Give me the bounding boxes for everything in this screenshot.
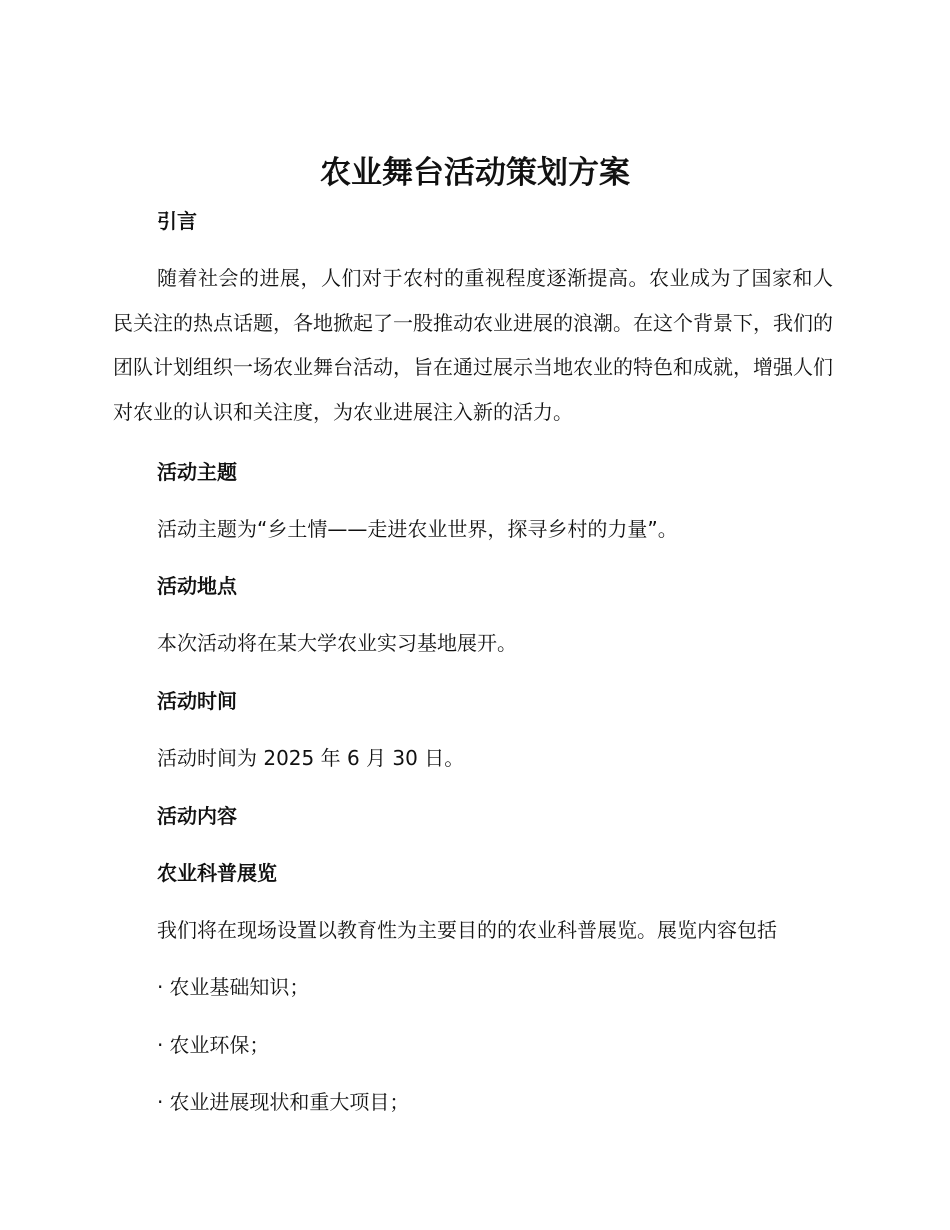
list-item-text: 农业基础知识； bbox=[169, 975, 310, 999]
intro-heading: 引言 bbox=[157, 209, 197, 233]
document-title: 农业舞台活动策划方案 bbox=[320, 155, 630, 191]
list-item bbox=[157, 1030, 269, 1060]
list-item-text: 农业进展现状和重大项目； bbox=[169, 1090, 410, 1114]
exhibition-heading: 农业科普展览 bbox=[157, 861, 277, 885]
time-heading: 活动时间 bbox=[157, 689, 237, 713]
content-heading: 活动内容 bbox=[157, 804, 237, 828]
theme-heading: 活动主题 bbox=[157, 460, 237, 484]
bullet-marker: · bbox=[157, 1033, 164, 1057]
location-paragraph: 本次活动将在某大学农业实习基地展开。 bbox=[157, 631, 517, 655]
theme-paragraph: 活动主题为“乡土情——走进农业世界，探寻乡村的力量”。 bbox=[157, 517, 678, 541]
bullet-marker: · bbox=[157, 975, 164, 999]
bullet-marker: · bbox=[157, 1090, 164, 1114]
intro-paragraph: 随着社会的进展，人们对于农村的重视程度逐渐提高。农业成为了国家和人民关注的热点话题，各地掀起了一股推动农业进展的浪潮。在这个背景下，我们的团队计划组织一场农业舞台活动，旨在通过展示当地农业的特色和成就，增强人们对农业的认识和关注度，为农业进展注入新的活力。 bbox=[113, 266, 833, 424]
location-heading: 活动地点 bbox=[157, 574, 237, 598]
list-item bbox=[157, 1087, 409, 1117]
exhibition-paragraph: 我们将在现场设置以教育性为主要目的的农业科普展览。展览内容包括 bbox=[157, 918, 777, 942]
list-item-text: 农业环保； bbox=[169, 1033, 270, 1057]
time-paragraph: 活动时间为 2025 年 6 月 30 日。 bbox=[157, 746, 465, 770]
list-item bbox=[157, 972, 309, 1002]
